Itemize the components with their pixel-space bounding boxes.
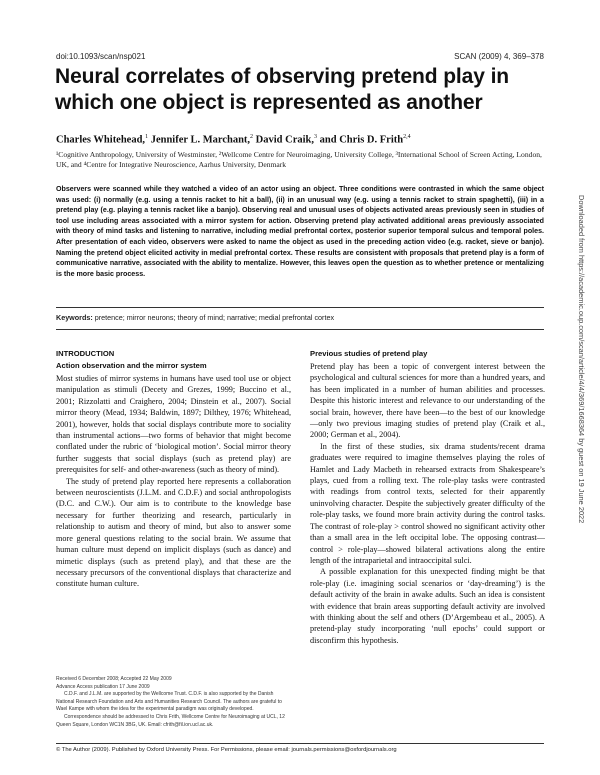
journal-citation: SCAN (2009) 4, 369–378: [454, 52, 544, 61]
author-affil-mark: 1: [145, 134, 149, 140]
subsection-heading: Action observation and the mirror system: [56, 361, 207, 370]
affiliations: ¹Cognitive Anthropology, University of Westminster, ²Wellcome Centre for Neuroimaging, University College, ³International School of Screen Acting, London, UK, and ⁴Centre for Integrative Neuroscience, Aarhus University, Denmark: [56, 150, 542, 169]
author-name: and Chris D. Frith: [319, 134, 404, 146]
paragraph: In the first of these studies, six drama students/recent drama graduates were required to imagine themselves playing the roles of Hamlet and Lady Macbeth in rehearsed extracts from Shakespeare’s plays, cued from a rolling text. The role-play tasks were contrasted with readings from control texts, selected for their apparently uninvolving character. Despite the subjectively greater difficulty of the role-play tasks, we found more brain activity during the control tasks. The contrast of role-play > control showed no significant activity other than a small area in the left occipital lobe. The opposing contrast—control > role-play—showed bilateral activations along the entire length of the intraparietal and intraoccipital sulci.: [310, 441, 545, 565]
received-date: Received 6 December 2008; Accepted 22 May 2009: [56, 676, 172, 682]
author-list: [56, 134, 546, 146]
author-affil-mark: 2: [250, 134, 254, 140]
right-column: [310, 349, 545, 646]
paragraph: A possible explanation for this unexpected finding might be that role-play (i.e. imagining social scenarios or ‘day-dreaming’) is the default activity of the brain in awake adults. Such an idea is consistent with evidence that brain areas supporting default activity are involved with thinking about the self and others (D’Argembeau et al., 2005). A pretend-play study incorporating ‘null epochs’ could support or disconfirm this hypothesis.: [310, 567, 545, 645]
left-column: [56, 349, 291, 590]
correspondence-note: Correspondence should be addressed to Chris Frith, Wellcome Centre for Neuroimaging at UCL, 12 Queen Square, London WC1N 3BG, UK. Email: cfrith@fil.ion.ucl.ac.uk.: [56, 713, 285, 728]
article-title: Neural correlates of observing pretend play in which one object is represented as another: [55, 65, 510, 114]
author-affil-mark: 2,4: [403, 134, 411, 140]
download-watermark: [575, 195, 591, 615]
advance-access: Advance Access publication 17 June 2009: [56, 683, 150, 690]
author-name: Charles Whitehead,: [56, 134, 146, 146]
paragraph: Most studies of mirror systems in humans have used tool use or object manipulation as stimuli (Decety and Grezes, 1999; Buccino et al., 2001; Rizzolatti and Craighero, 2004; Dinstein et al., 2007). Social mirror theory (Mead, 1934; Baldwin, 1897; Dilthey, 1976; Whitehead, 2001), however, holds that social displays contribute more to sociality than instrumental actions—two forms of behavior that might become conflated under the rubric of ‘biological motion’. Social mirror theory further suggests that social displays (such as pretend play) are prerequisites for self- and other-awareness (such as theory of mind).: [56, 374, 291, 475]
keywords: [56, 313, 544, 322]
author-affil-mark: 3: [314, 134, 318, 140]
section-heading: INTRODUCTION: [56, 349, 115, 358]
author-name: David Craik,: [255, 134, 315, 146]
paragraph: Pretend play has been a topic of convergent interest between the psychological and cultural sciences for more than a hundred years, and has been implicated in a number of human abilities and processes. Despite this historic interest and relevance to our understanding of the social brain, however, there have been—to the best of our knowledge—only two previous imaging studies of pretend play (Craik et al., 2000; German et al., 2004).: [310, 362, 545, 440]
divider: [56, 307, 544, 308]
divider: [56, 329, 544, 330]
download-watermark-text[interactable]: Downloaded from https://academic.oup.com/scan/article/4/4/369/1668364 by guest on 19 June 2022: [577, 195, 586, 524]
footnote: [56, 676, 291, 729]
subsection-heading: Previous studies of pretend play: [310, 349, 428, 358]
doi-link[interactable]: doi:10.1093/scan/nsp021: [56, 52, 146, 61]
keywords-label: Keywords:: [56, 313, 93, 322]
divider: [56, 743, 544, 744]
paragraph: The study of pretend play reported here represents a collaboration between neuroscientists (J.L.M. and C.D.F.) and social anthropologists (D.C. and C.W.). Our aim is to contribute to the knowledge base necessary for further theorizing and research, particularly in relationship to autism and theory of mind, but also to answer some more general questions relating to the social brain. We assume that human culture must depend on implicit displays (such as dance) and mimetic displays (such as pretend play), and that these are the necessary precursors of the conventional displays that characterize and constitute human culture.: [56, 476, 291, 589]
keywords-text: pretence; mirror neurons; theory of mind; narrative; medial prefrontal cortex: [94, 313, 335, 322]
author-name: Jennifer L. Marchant,: [150, 134, 251, 146]
abstract: Observers were scanned while they watched a video of an actor using an object. Three conditions were contrasted in which the same object was used: (i) normally (e.g. using a tennis racket to hit a ball), (ii) in an unusual way (e.g. using a tennis racket to strain spaghetti), (iii) in a pretend play (e.g. playing a tennis racket like a banjo). Observing real and unusual uses of objects activated areas previously seen in studies of tool use including areas associated with a mirror system for action. Observing pretend play activated additional areas previously associated with theory of mind tasks and listening to narrative, including medial prefrontal cortex, posterior superior temporal sulcus and temporal poles. After presentation of each video, observers were asked to name the object as used in the preceding action video (e.g. racket, sieve or banjo). Naming the pretend object elicited activity in medial prefrontal cortex. These results are consistent with proposals that pretend play is a form of communicative narrative, associated with the ability to mentalize. However, this leaves open the question as to whether pretence or mentalizing is the more basic process.: [56, 185, 544, 278]
funding-note: C.D.F. and J.L.M. are supported by the Wellcome Trust. C.D.F. is also supported by the Danish National Research Foundation and Arts and Humanities Research Council. The authors are grateful to Wael Kampe with whom the idea for the experimental paradigm was originally developed.: [56, 691, 282, 713]
copyright-notice: © The Author (2009). Published by Oxford University Press. For Permissions, please email: journals.permissions@oxfordjournals.org: [56, 747, 397, 753]
